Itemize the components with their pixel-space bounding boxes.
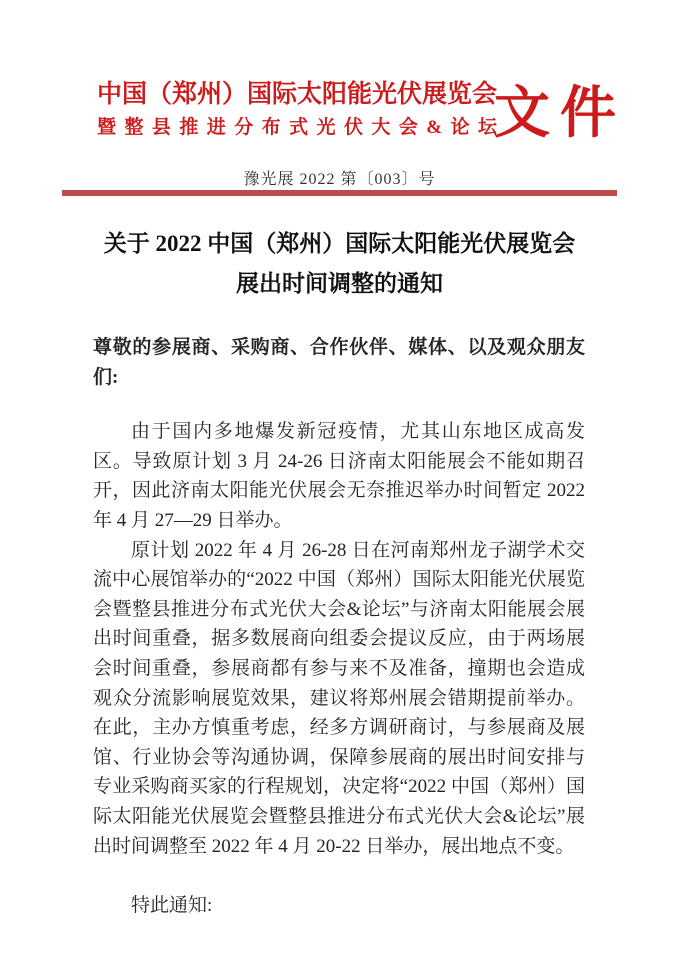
organizer-name-line1: 中国（郑州）国际太阳能光伏展览会 <box>97 81 498 108</box>
document-body <box>93 333 585 921</box>
document-title <box>0 224 679 304</box>
salutation: 尊敬的参展商、采购商、合作伙伴、媒体、以及观众朋友们: <box>93 337 585 388</box>
closing-notice: 特此通知: <box>131 895 213 917</box>
header-divider-rule <box>62 190 617 196</box>
organizer-name-line2: 暨整县推进分布式光伏大会&论坛 <box>97 117 497 138</box>
letterhead <box>97 80 497 139</box>
document-title-line2: 展出时间调整的通知 <box>236 271 443 296</box>
body-paragraph: 由于国内多地爆发新冠疫情，尤其山东地区成高发区。导致原计划 3 月 24-26 日济南太阳能展会不能如期召开，因此济南太阳能光伏展会无奈推迟举办时间暂定 2022 年 4 月 27—29 日举办。 <box>93 421 585 531</box>
document-reference-number: 豫光展 2022 第〔003〕号 <box>243 171 436 188</box>
body-paragraph: 原计划 2022 年 4 月 26-28 日在河南郑州龙子湖学术交流中心展馆举办的“2022 中国（郑州）国际太阳能光伏展览会暨整县推进分布式光伏大会&论坛”与济南太阳能展会展出时间重叠，据多数展商向组委会提议反应，由于两场展会时间重叠，参展商都有参与来不及准备，撞期也会造成观众分流影响展览效果，建议将郑州展会错期提前举办。在此，主办方慎重考虑，经多方调研商讨，与参展商及展馆、行业协会等沟通协调，保障参展商的展出时间安排与专业采购商买家的行程规划，决定将“2022 中国（郑州）国际太阳能光伏展览会暨整县推进分布式光伏大会&论坛”展出时间调整至 2022 年 4 月 20-22 日举办，展出地点不变。 <box>93 539 585 857</box>
document-title-line1: 关于 2022 中国（郑州）国际太阳能光伏展览会 <box>103 231 576 256</box>
document-mark: 文件 <box>494 83 626 145</box>
